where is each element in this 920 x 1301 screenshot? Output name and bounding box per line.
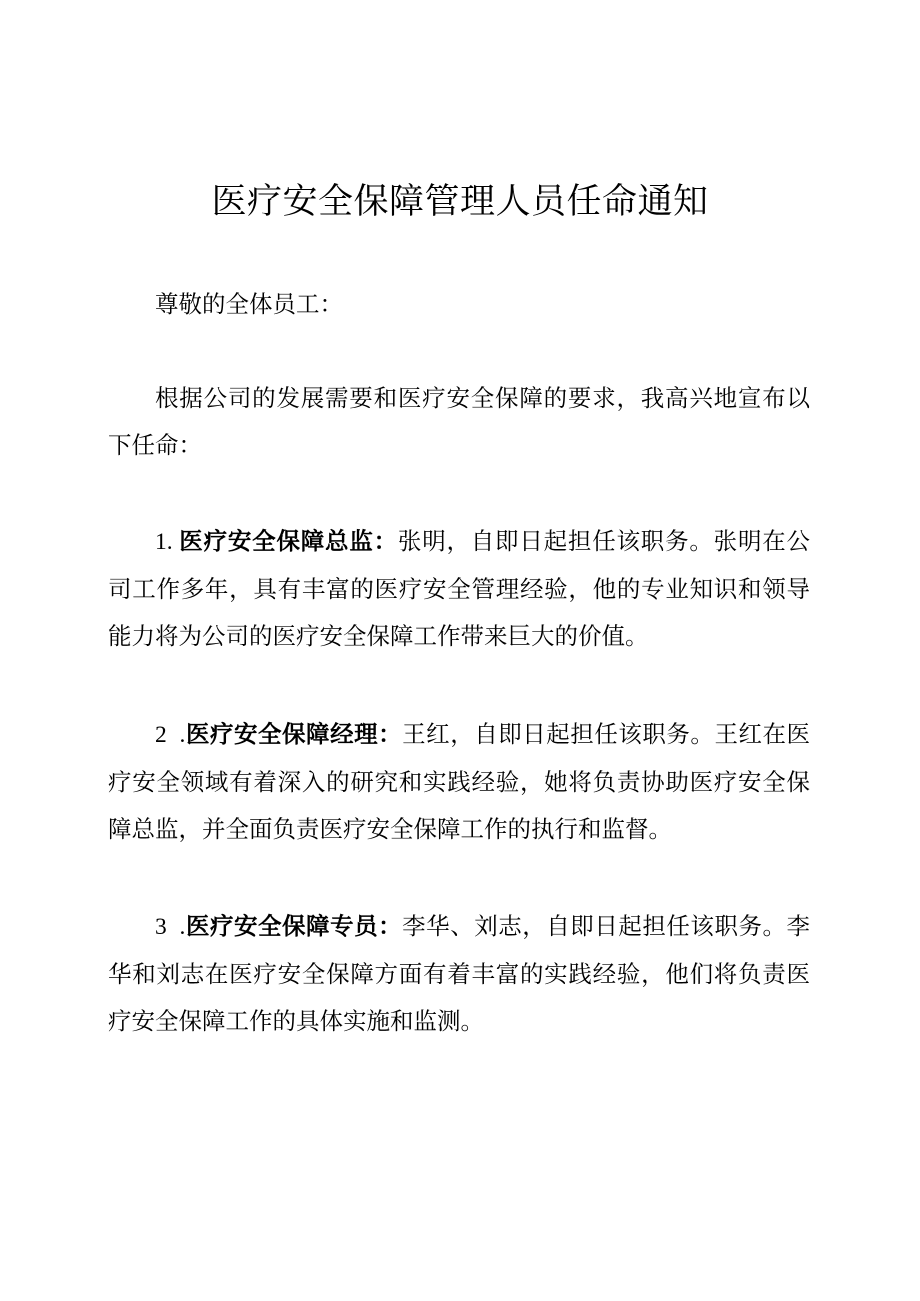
appointment-item-3	[108, 903, 810, 1045]
item-position-label: 医疗安全保障总监：	[179, 527, 398, 555]
item-number: 1.	[155, 529, 180, 555]
item-description: 王红，自即日起担任该职务。王红在医疗安全领域有着深入的研究和实践经验，她将负责协助医疗安全保障总监，并全面负责医疗安全保障工作的执行和监督。	[108, 720, 811, 843]
intro-paragraph: 根据公司的发展需要和医疗安全保障的要求，我高兴地宣布以下任命：	[108, 384, 810, 459]
item-number: 3 .	[155, 914, 186, 940]
appointment-item-2	[108, 711, 810, 853]
appointment-item-1	[108, 518, 810, 660]
document-title: 医疗安全保障管理人员任命通知	[211, 182, 709, 222]
salutation: 尊敬的全体员工：	[155, 290, 343, 318]
item-description: 李华、刘志，自即日起担任该职务。李华和刘志在医疗安全保障方面有着丰富的实践经验，他们将负责医疗安全保障工作的具体实施和监测。	[108, 912, 811, 1035]
item-position-label: 医疗安全保障专员：	[185, 912, 403, 940]
item-description: 张明，自即日起担任该职务。张明在公司工作多年，具有丰富的医疗安全管理经验，他的专业知识和领导能力将为公司的医疗安全保障工作带来巨大的价值。	[108, 527, 811, 650]
item-number: 2 .	[155, 722, 186, 748]
item-position-label: 医疗安全保障经理：	[185, 720, 403, 748]
